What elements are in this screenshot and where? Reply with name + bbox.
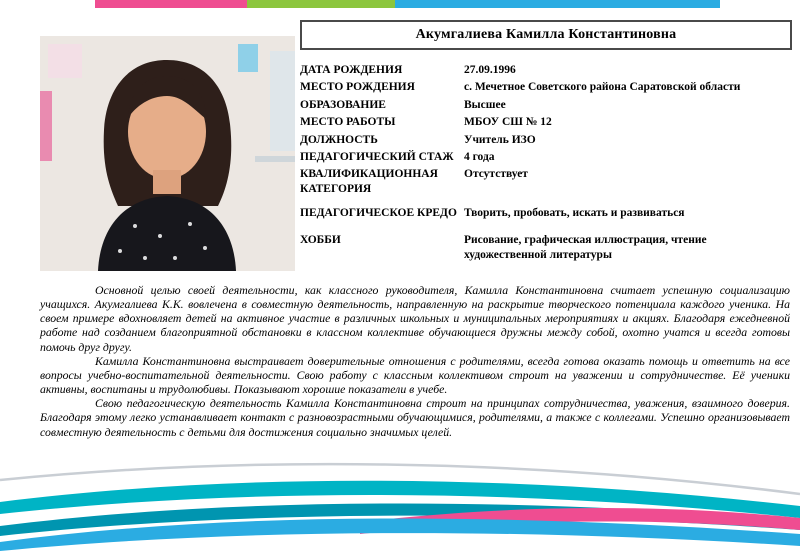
description-text [40,283,790,439]
field-row-birth-date [300,63,792,77]
field-label: ХОББИ [300,234,341,247]
field-value: Рисование, графическая иллюстрация, чтение художественной литературы [464,234,707,261]
field-value: с. Мечетное Советского района Саратовской области [464,81,741,94]
field-row-category [300,167,792,196]
field-row-position [300,133,792,147]
field-value: Учитель ИЗО [464,133,536,146]
field-label: ПЕДАГОГИЧЕСКОЕ КРЕДО [300,207,457,219]
field-row-education [300,98,792,112]
field-label: ДОЛЖНОСТЬ [300,133,378,146]
top-decoration [0,0,800,8]
field-value: Высшее [464,98,506,111]
field-row-hobby [300,233,792,262]
top-bar-pink [95,0,247,8]
field-label: МЕСТО РОЖДЕНИЯ [300,81,415,94]
top-bar-blue [395,0,720,8]
info-panel [300,20,792,265]
top-bar-green [247,0,395,8]
field-row-birth-place [300,80,792,94]
paragraph-2: Камилла Константиновна выстраивает доверительные отношения с родителями, всегда готова оказать помощь и ответить на все вопросы учебно-воспитательной деятельности. Свою работу с классным коллективом строит на уважении и сотрудничестве. Её ученики активны, воспитаны и трудолюбивы. Показывают хорошие показатели в учебе. [40,353,790,397]
field-label: КВАЛИФИКАЦИОННАЯ КАТЕГОРИЯ [300,168,438,195]
field-label: ПЕДАГОГИЧЕСКИЙ СТАЖ [300,150,454,163]
portrait-photo [40,36,295,271]
field-row-workplace [300,115,792,129]
fields-table [300,63,792,262]
page-title: Акумгалиева Камилла Константиновна [300,20,792,50]
field-value: 27.09.1996 [464,64,516,76]
paragraph-1: Основной целью своей деятельности, как классного руководителя, Камилла Константиновна считает успешную социализацию учащихся. Акумгалиева К.К. вовлечена в совместную деятельность, направленную на раскрытие творческого потенциала каждого ученика. На своем примере вдохновляет детей на активное участие в различных школьных и муниципальных мероприятиях и акциях. Благодаря ежедневной работе над созданием благоприятной обстановки в классном коллективе обучающиеся дружны между собой, охотно учатся и всегда готовы помочь друг другу. [40,283,790,354]
field-label: МЕСТО РАБОТЫ [300,116,396,129]
field-value: Творить, пробовать, искать и развиваться [464,207,685,219]
field-value: МБОУ СШ № 12 [464,116,552,129]
field-value: Отсутствует [464,168,528,181]
bottom-decoration [0,454,800,554]
wave-ribbons [0,454,800,554]
field-row-experience [300,150,792,164]
paragraph-3: Свою педагогическую деятельность Камилла Константиновна строит на принципах сотрудничества, уважения, взаимного доверия. Благодаря этому легко устанавливает контакт с разновозрастными обучающимися, родителями, а также с коллегами. Успешно организовывает совместную деятельность с детьми для достижения социально значимых целей. [40,396,790,439]
field-row-credo [300,206,792,220]
field-label: ОБРАЗОВАНИЕ [300,98,386,111]
field-value: 4 года [464,150,495,163]
field-label: ДАТА РОЖДЕНИЯ [300,64,403,76]
portrait-illustration [40,36,295,271]
